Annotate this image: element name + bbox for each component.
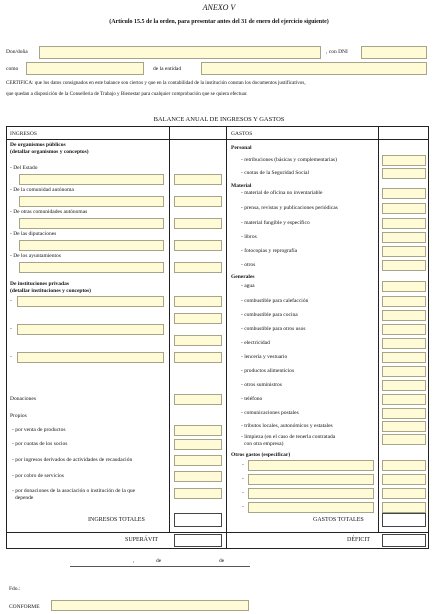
material-amount[interactable] bbox=[382, 260, 426, 271]
limpieza-label-2: con otra empresa) bbox=[244, 441, 284, 447]
otros-dash-3: - bbox=[242, 490, 244, 496]
generales-amount[interactable] bbox=[382, 352, 426, 363]
certifica-line-1: CERTIFICA: que los datos consignados en este balance son ciertos y que en la contabilidad de la institución constan los documentos justificativos, bbox=[6, 80, 306, 86]
privada-amount-1b[interactable] bbox=[174, 313, 222, 324]
donaciones-asoc-label-1: - por donaciones de la asociación o institución de la que bbox=[12, 488, 136, 494]
otros-concept-4[interactable] bbox=[248, 502, 374, 513]
otros-dash-1: - bbox=[242, 462, 244, 468]
generales-amount[interactable] bbox=[382, 310, 426, 321]
del-estado-amount[interactable] bbox=[174, 174, 222, 185]
comunidad-label: - De la comunidad autónoma bbox=[10, 187, 74, 193]
personal-label: Personal bbox=[231, 145, 252, 151]
recaudacion-label: - por ingresos derivados de actividades de recaudación bbox=[12, 457, 133, 463]
publicos-sub: (detallar organismos y conceptos) bbox=[10, 149, 89, 155]
otros-concept-1[interactable] bbox=[248, 460, 374, 471]
otras-comunidades-concept[interactable] bbox=[19, 218, 164, 229]
cobro-label: - por cobro de servicios bbox=[12, 473, 64, 479]
retribuciones-amount[interactable] bbox=[382, 155, 426, 166]
generales-item: - otros suministros bbox=[241, 382, 282, 388]
comunidad-concept[interactable] bbox=[19, 196, 164, 207]
donaciones-label: Donaciones bbox=[10, 396, 36, 402]
generales-item: - combustible para cocina bbox=[241, 312, 298, 318]
generales-amount[interactable] bbox=[382, 408, 426, 419]
generales-item: - tributos locales, autonómicos y estatales bbox=[241, 423, 333, 429]
generales-amount[interactable] bbox=[382, 421, 426, 432]
don-dona-label: Don/doña bbox=[6, 49, 28, 55]
material-amount[interactable] bbox=[382, 218, 426, 229]
date-de-1: de bbox=[156, 558, 162, 564]
cuotas-label: - por cuotas de los socios bbox=[12, 441, 68, 447]
publicos-title: De organismos públicos bbox=[10, 142, 66, 148]
generales-item: - electricidad bbox=[241, 340, 270, 346]
privada-concept-3[interactable] bbox=[17, 352, 164, 363]
privada-concept-1[interactable] bbox=[17, 296, 164, 307]
ayuntamientos-label: - De los ayuntamientos bbox=[10, 253, 61, 259]
material-item: - material de oficina no inventariable bbox=[241, 190, 323, 196]
material-amount[interactable] bbox=[382, 188, 426, 199]
otros-gastos-label: Otros gastos (especificar) bbox=[231, 452, 291, 458]
column-divider bbox=[226, 126, 227, 549]
date-line bbox=[70, 566, 250, 567]
otros-concept-2[interactable] bbox=[248, 474, 374, 485]
ayuntamientos-amount[interactable] bbox=[174, 262, 222, 273]
name-field[interactable] bbox=[39, 46, 321, 59]
privada-amount-2[interactable] bbox=[174, 335, 222, 346]
otros-amount-3[interactable] bbox=[382, 488, 426, 499]
certifica-line-2: que quedan a disposición de la Conselleria de Trabajo y Bienestar para cualquier comprobación que se quiera efectuar. bbox=[6, 91, 248, 97]
privadas-title: De instituciones privadas bbox=[10, 281, 69, 287]
ayuntamientos-concept[interactable] bbox=[19, 262, 164, 273]
generales-label: Generales bbox=[231, 274, 255, 280]
material-label: Material bbox=[231, 183, 252, 189]
page-subtitle: (Artículo 15.5 de la orden, para presentar antes del 31 de enero del ejercicio siguiente) bbox=[109, 19, 329, 25]
material-amount[interactable] bbox=[382, 203, 426, 214]
gastos-totales-label: GASTOS TOTALES bbox=[313, 517, 364, 523]
header-divider bbox=[6, 139, 429, 140]
otros-amount-1[interactable] bbox=[382, 460, 426, 471]
role-field[interactable] bbox=[26, 62, 144, 75]
balance-title: BALANCE ANUAL DE INGRESOS Y GASTOS bbox=[153, 116, 285, 123]
generales-item: - comunicaciones postales bbox=[241, 410, 299, 416]
cuotas-ss-label: - cuotas de la Seguridad Social bbox=[241, 170, 309, 176]
privada-dash-3: - bbox=[10, 354, 12, 360]
generales-item: - productos alimenticios bbox=[241, 368, 295, 374]
recaudacion-amount[interactable] bbox=[174, 455, 222, 466]
diputaciones-concept[interactable] bbox=[19, 240, 164, 251]
privada-amount-3[interactable] bbox=[174, 352, 222, 363]
dni-label: , con DNI bbox=[326, 49, 348, 55]
cuotas-amount[interactable] bbox=[174, 439, 222, 450]
material-item: - otros bbox=[241, 262, 256, 268]
date-comma: , bbox=[133, 558, 135, 564]
material-item: - material fungible y específico bbox=[241, 220, 310, 226]
deficit-amount[interactable] bbox=[382, 534, 426, 547]
deficit-label: DÉFICIT bbox=[347, 537, 370, 543]
comunidad-amount[interactable] bbox=[174, 196, 222, 207]
retribuciones-label: - retribuciones (básicas y complementarias) bbox=[241, 157, 337, 163]
conforme-label: CONFORME bbox=[9, 604, 40, 610]
limpieza-amount[interactable] bbox=[382, 434, 426, 445]
venta-amount[interactable] bbox=[174, 425, 222, 436]
ingresos-totales-amount[interactable] bbox=[174, 513, 222, 527]
generales-amount[interactable] bbox=[382, 338, 426, 349]
generales-amount[interactable] bbox=[382, 380, 426, 391]
gastos-amount-divider bbox=[378, 126, 379, 532]
donaciones-asoc-amount[interactable] bbox=[174, 488, 222, 499]
generales-item: - teléfono bbox=[241, 396, 263, 402]
otros-amount-2[interactable] bbox=[382, 474, 426, 485]
gastos-header: GASTOS bbox=[231, 131, 253, 137]
donaciones-amount[interactable] bbox=[174, 394, 222, 405]
generales-amount[interactable] bbox=[382, 366, 426, 377]
material-item: - prensa, revistas y publicaciones periódicas bbox=[241, 205, 338, 211]
conforme-field[interactable] bbox=[51, 600, 249, 611]
material-amount[interactable] bbox=[382, 246, 426, 257]
otros-dash-2: - bbox=[242, 476, 244, 482]
otras-comunidades-amount[interactable] bbox=[174, 218, 222, 229]
entity-field[interactable] bbox=[201, 62, 427, 75]
otros-concept-3[interactable] bbox=[248, 488, 374, 499]
material-item: - libros bbox=[241, 234, 257, 240]
diputaciones-amount[interactable] bbox=[174, 240, 222, 251]
ingresos-amount-divider bbox=[169, 126, 170, 532]
material-amount[interactable] bbox=[382, 232, 426, 243]
generales-amount[interactable] bbox=[382, 324, 426, 335]
cobro-amount[interactable] bbox=[174, 471, 222, 482]
otras-comunidades-label: - De otras comunidades autónomas bbox=[10, 209, 88, 215]
privadas-sub: (detallar instituciones y conceptos) bbox=[10, 288, 92, 294]
superavit-amount[interactable] bbox=[174, 534, 222, 547]
generales-item: - agua bbox=[241, 283, 255, 289]
gastos-totales-amount[interactable] bbox=[382, 513, 426, 527]
cuotas-ss-amount[interactable] bbox=[382, 168, 426, 179]
totals-divider bbox=[6, 532, 429, 533]
otros-dash-4: - bbox=[242, 504, 244, 510]
venta-label: - por venta de productos bbox=[12, 427, 66, 433]
otros-amount-4[interactable] bbox=[382, 502, 426, 513]
privada-dash-2: - bbox=[10, 326, 12, 332]
page-title: ANEXO V bbox=[202, 3, 236, 12]
generales-amount[interactable] bbox=[382, 281, 426, 292]
privada-amount-1a[interactable] bbox=[174, 296, 222, 307]
propios-label: Propios bbox=[10, 413, 27, 419]
material-item: - fotocopias y reprografía bbox=[241, 248, 298, 254]
donaciones-asoc-label-2: depende bbox=[15, 495, 34, 501]
del-estado-concept[interactable] bbox=[19, 174, 164, 185]
limpieza-label-1: - limpieza (en el caso de tenerla contratada bbox=[241, 434, 336, 440]
privada-dash-1: - bbox=[10, 298, 12, 304]
dni-field[interactable] bbox=[361, 46, 427, 59]
date-de-2: de bbox=[219, 558, 225, 564]
diputaciones-label: - De las diputaciones bbox=[10, 231, 57, 237]
entidad-label: de la entidad bbox=[153, 66, 182, 72]
superavit-label: SUPERÁVIT bbox=[125, 537, 159, 543]
fdo-label: Fdo.: bbox=[9, 586, 21, 592]
privada-concept-2[interactable] bbox=[17, 324, 164, 335]
ingresos-header: INGRESOS bbox=[10, 131, 37, 137]
generales-item: - lencería y vestuario bbox=[241, 354, 288, 360]
generales-item: - combustible para otros usos bbox=[241, 326, 306, 332]
generales-item: - combustible para calefacción bbox=[241, 298, 309, 304]
del-estado-label: - Del Estado bbox=[10, 165, 38, 171]
ingresos-totales-label: INGRESOS TOTALES bbox=[88, 517, 145, 523]
como-label: como bbox=[6, 66, 19, 72]
generales-amount[interactable] bbox=[382, 394, 426, 405]
generales-amount[interactable] bbox=[382, 296, 426, 307]
